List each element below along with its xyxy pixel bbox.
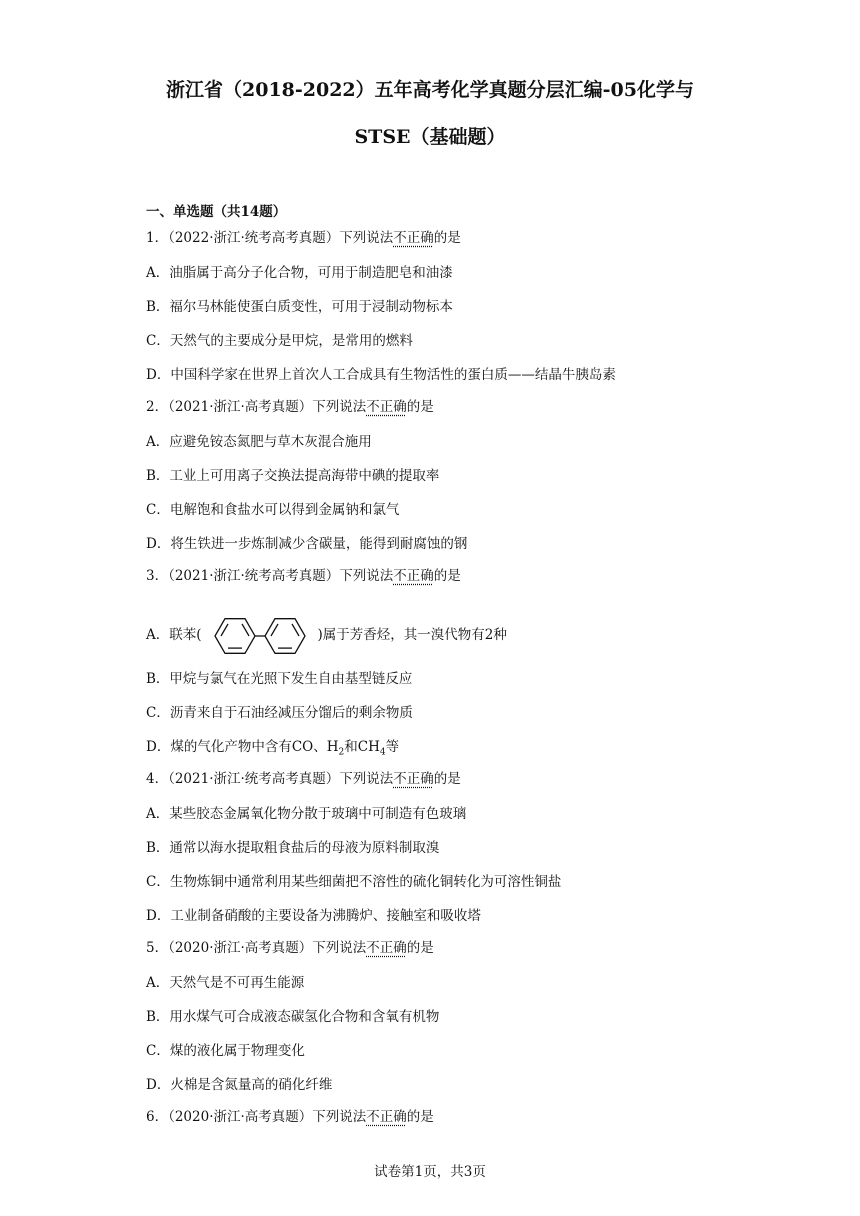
question-5-option-b: B．用水煤气可合成液态碳氢化合物和含氧有机物: [146, 1009, 440, 1025]
question-1-option-c: C．天然气的主要成分是甲烷，是常用的燃料: [146, 333, 413, 349]
question-2-stem-prefix: 2．（2021·浙江·高考真题）下列说法: [146, 399, 367, 415]
question-4-option-d: D．工业制备硝酸的主要设备为沸腾炉、接触室和吸收塔: [146, 908, 481, 924]
question-3-option-d-suffix: 等: [385, 739, 400, 755]
question-4-stem-suffix: 的是: [433, 771, 461, 787]
question-4-option-a: A．某些胶态金属氧化物分散于玻璃中可制造有色玻璃: [146, 806, 467, 822]
question-3-option-c: C．沥青来自于石油经减压分馏后的剩余物质: [146, 705, 413, 721]
document-title-line1: 浙江省（2018-2022）五年高考化学真题分层汇编-05化学与: [166, 79, 694, 101]
question-1-stem-prefix: 1．（2022·浙江·统考高考真题）下列说法: [146, 230, 394, 246]
question-1-option-b: B．福尔马林能使蛋白质变性，可用于浸制动物标本: [146, 299, 453, 315]
question-3-option-d-prefix: D．煤的气化产物中含有CO、H: [146, 739, 339, 755]
question-5-stem: [146, 939, 434, 957]
section-heading: 一、单选题（共14题）: [146, 204, 287, 220]
page-footer: 试卷第1页，共3页: [374, 1164, 486, 1180]
question-5-emphasis: 不正确: [366, 940, 407, 956]
question-6-emphasis: 不正确: [366, 1109, 407, 1125]
question-3-option-b: B．甲烷与氯气在光照下发生自由基型链反应: [146, 671, 413, 687]
question-1-option-a: A．油脂属于高分子化合物，可用于制造肥皂和油漆: [146, 265, 453, 281]
question-3-option-d: [146, 738, 399, 762]
question-3-option-d-mid: 和CH: [344, 739, 380, 755]
question-2-option-c: C．电解饱和食盐水可以得到金属钠和氯气: [146, 502, 400, 518]
question-3-option-a-suffix: )属于芳香烃，其一溴代物有2种: [317, 627, 507, 643]
question-1-emphasis: 不正确: [393, 230, 434, 246]
question-5-option-d: D．火棉是含氮量高的硝化纤维: [146, 1077, 333, 1093]
question-1-stem: [146, 229, 461, 247]
question-2-stem: [146, 398, 434, 416]
subscript-4: 4: [379, 747, 386, 758]
question-3-option-a: [146, 612, 507, 659]
question-2-option-a: A．应避免铵态氮肥与草木灰混合施用: [146, 434, 372, 450]
question-2-option-b: B．工业上可用离子交换法提高海带中碘的提取率: [146, 468, 440, 484]
question-6-stem: [146, 1108, 434, 1126]
question-3-emphasis: 不正确: [393, 568, 434, 584]
question-4-stem-prefix: 4．（2021·浙江·统考高考真题）下列说法: [146, 771, 394, 787]
question-2-emphasis: 不正确: [366, 399, 407, 415]
question-1-option-d: D．中国科学家在世界上首次人工合成具有生物活性的蛋白质——结晶牛胰岛素: [146, 367, 616, 383]
question-2-stem-suffix: 的是: [406, 399, 434, 415]
question-5-stem-prefix: 5．（2020·浙江·高考真题）下列说法: [146, 940, 367, 956]
question-4-option-b: B．通常以海水提取粗食盐后的母液为原料制取溴: [146, 840, 440, 856]
question-1-stem-suffix: 的是: [433, 230, 461, 246]
question-6-stem-suffix: 的是: [406, 1109, 434, 1125]
question-4-option-c: C．生物炼铜中通常利用某些细菌把不溶性的硫化铜转化为可溶性铜盐: [146, 874, 562, 890]
question-6-stem-prefix: 6．（2020·浙江·高考真题）下列说法: [146, 1109, 367, 1125]
biphenyl-structure-icon: [204, 613, 316, 659]
question-3-stem: [146, 567, 461, 585]
question-3-option-a-prefix: A．联苯(: [146, 627, 202, 643]
question-3-stem-suffix: 的是: [433, 568, 461, 584]
question-3-stem-prefix: 3．（2021·浙江·统考高考真题）下列说法: [146, 568, 394, 584]
document-title-line2: STSE（基础题）: [354, 126, 506, 148]
question-4-stem: [146, 770, 461, 788]
question-2-option-d: D．将生铁进一步炼制减少含碳量，能得到耐腐蚀的钢: [146, 536, 468, 552]
question-5-option-a: A．天然气是不可再生能源: [146, 975, 305, 991]
question-4-emphasis: 不正确: [393, 771, 434, 787]
question-5-option-c: C．煤的液化属于物理变化: [146, 1043, 305, 1059]
question-5-stem-suffix: 的是: [406, 940, 434, 956]
subscript-2: 2: [338, 747, 345, 758]
